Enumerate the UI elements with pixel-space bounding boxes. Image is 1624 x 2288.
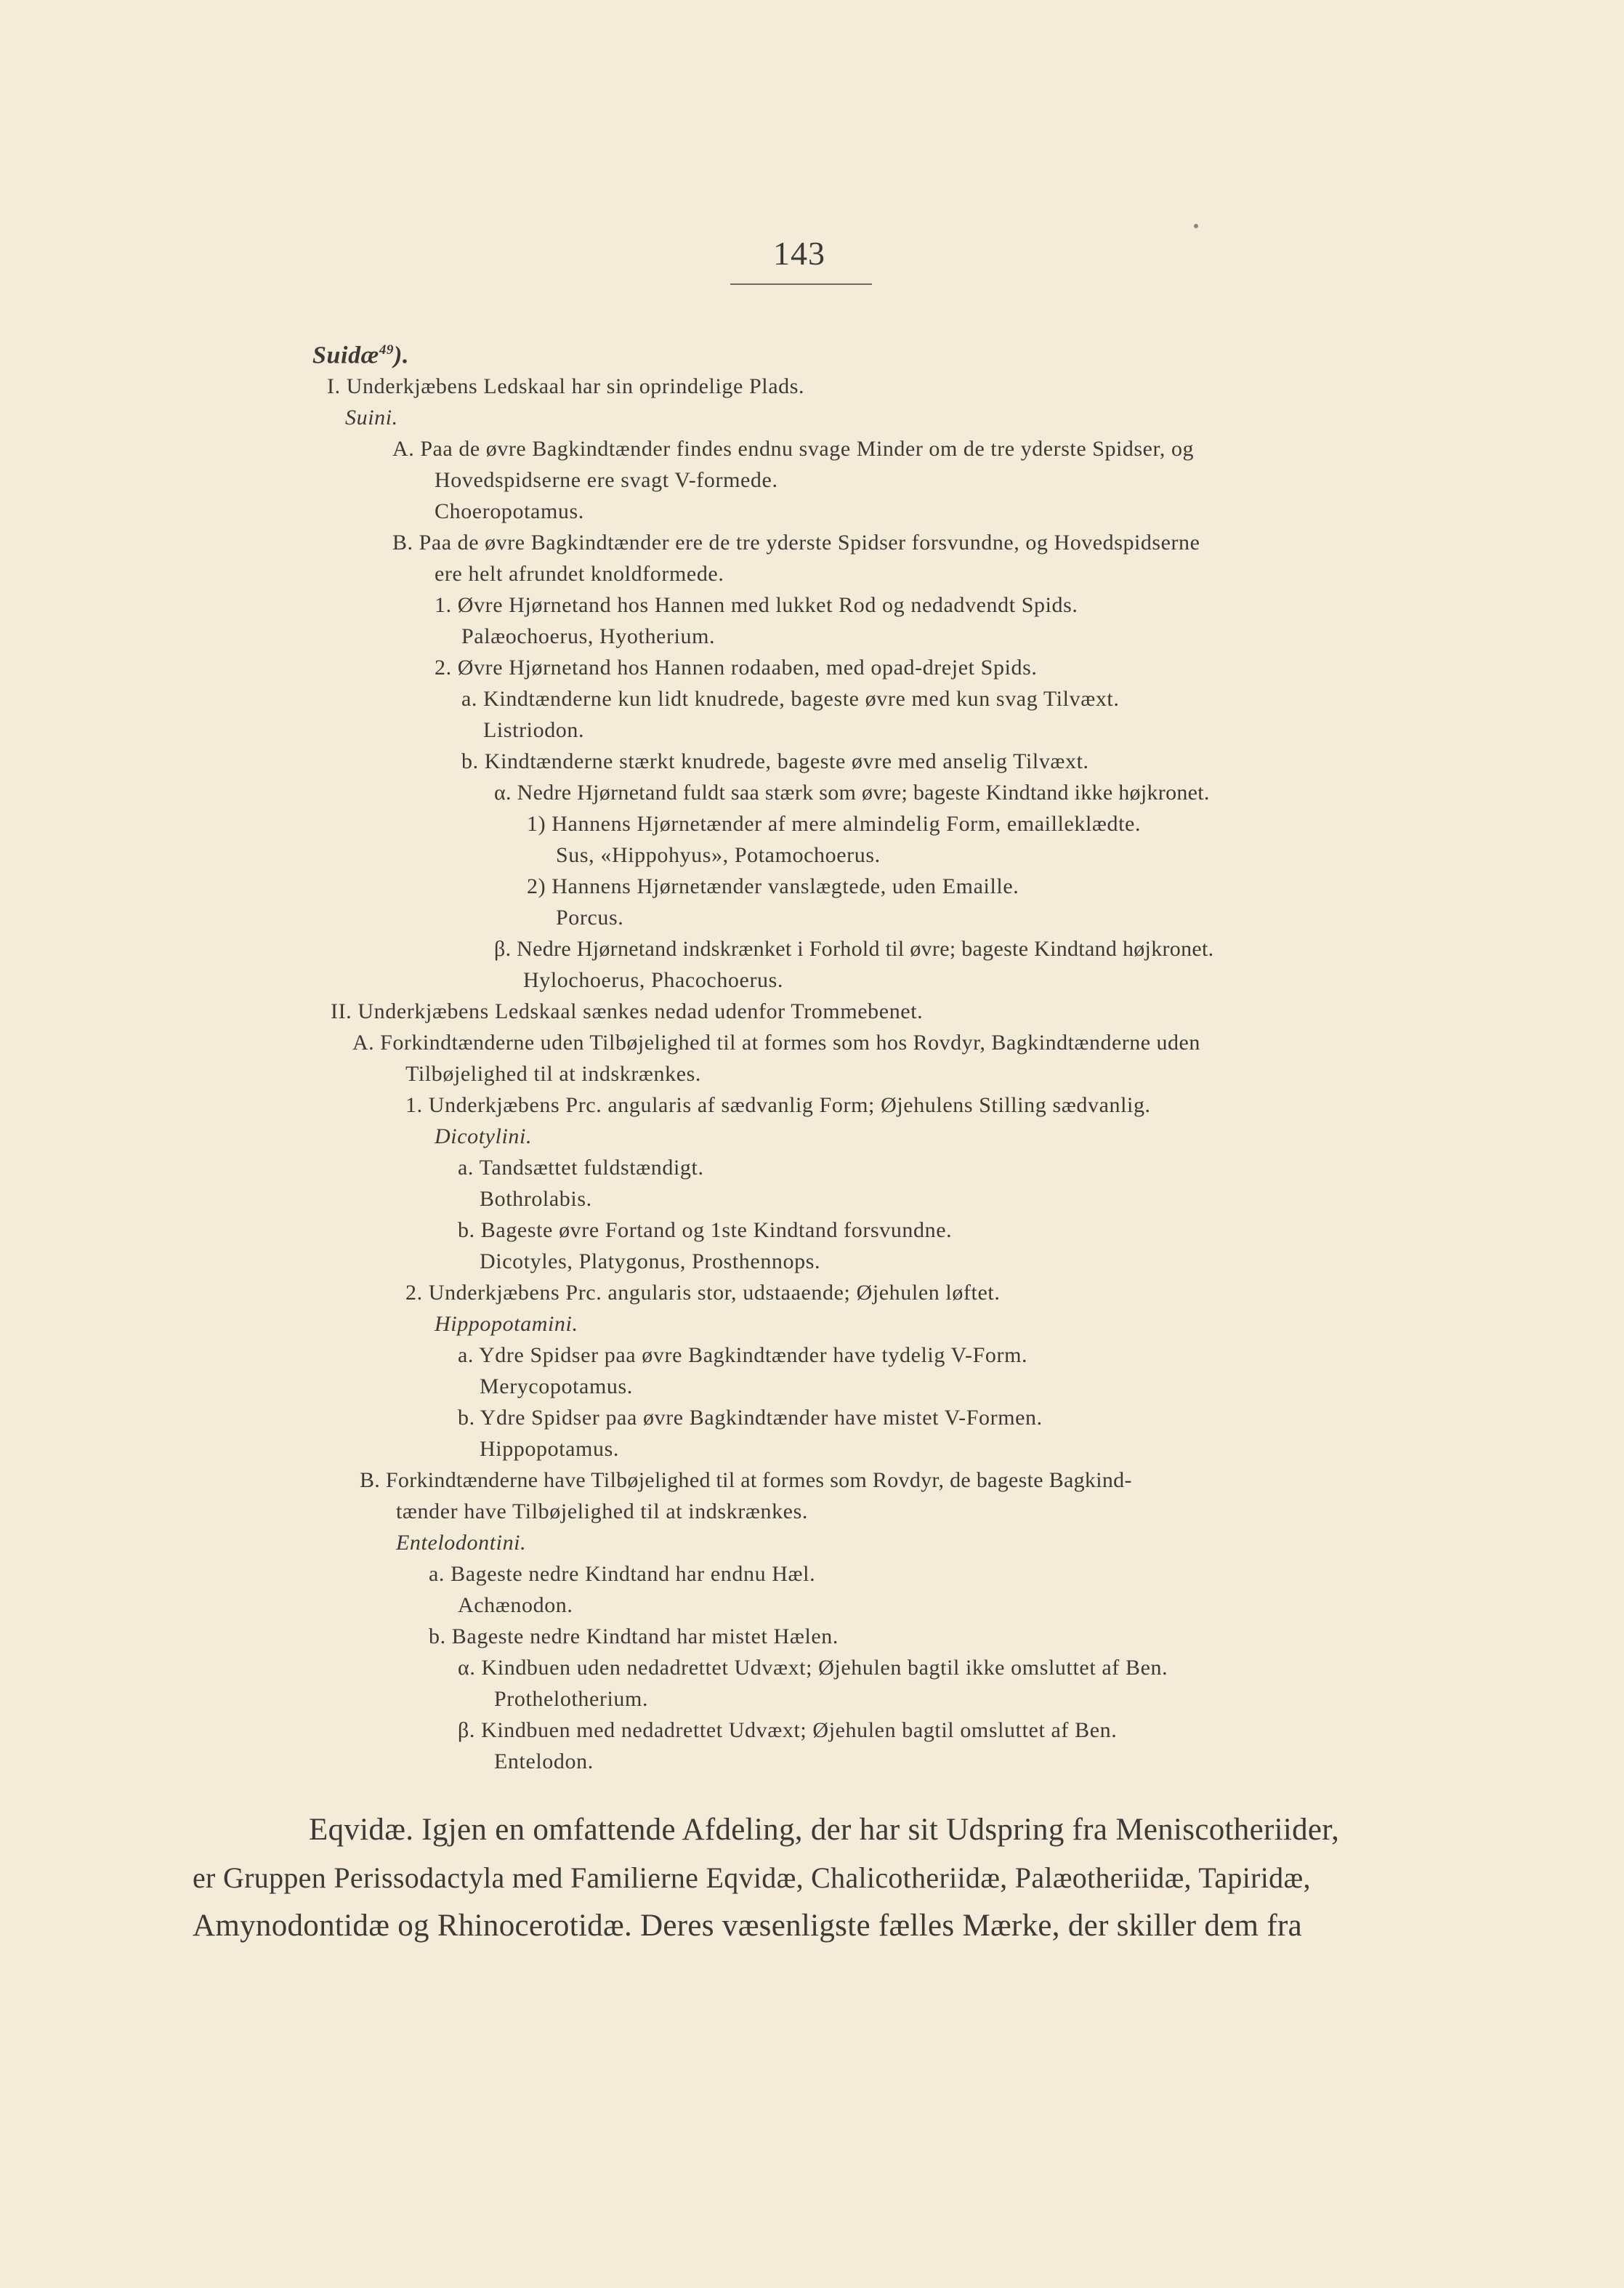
key-line: Listriodon.: [483, 718, 585, 742]
key-line: Bothrolabis.: [480, 1187, 592, 1211]
key-line: b. Bageste øvre Fortand og 1ste Kindtand forsvundne.: [458, 1218, 953, 1242]
key-line: α. Nedre Hjørnetand fuldt saa stærk som øvre; bageste Kindtand ikke højkronet.: [494, 781, 1210, 805]
key-line: B. Forkindtænderne have Tilbøjelighed til at formes som Rovdyr, de bageste Bagkind-: [360, 1468, 1132, 1492]
key-line: b. Bageste nedre Kindtand har mistet Hælen.: [429, 1624, 839, 1648]
key-line: Choeropotamus.: [435, 499, 584, 523]
family-heading-tail: ).: [394, 342, 410, 369]
key-line: β. Kindbuen med nedadrettet Udvæxt; Øjehulen bagtil omsluttet af Ben.: [458, 1718, 1118, 1742]
footnote-ref: 49: [379, 342, 395, 358]
key-line: Suini.: [345, 406, 398, 430]
paragraph-line: Eqvidæ. Igjen en omfattende Afdeling, der har sit Udspring fra Meniscotheriider,: [309, 1813, 1340, 1847]
key-line: Porcus.: [556, 906, 624, 930]
key-line: Palæochoerus, Hyotherium.: [461, 624, 716, 648]
page-number: 143: [773, 235, 825, 272]
key-line: b. Kindtænderne stærkt knudrede, bageste øvre med anselig Tilvæxt.: [461, 749, 1089, 773]
paragraph-line: er Gruppen Perissodactyla med Familierne Eqvidæ, Chalicotheriidæ, Palæotheriidæ, Tapiridæ,: [193, 1861, 1311, 1894]
key-line: 2. Underkjæbens Prc. angularis stor, udstaaende; Øjehulen løftet.: [405, 1281, 1001, 1305]
key-line: b. Ydre Spidser paa øvre Bagkindtænder have mistet V-Formen.: [458, 1406, 1043, 1430]
key-line: Achænodon.: [458, 1593, 573, 1617]
key-line: Hovedspidserne ere svagt V-formede.: [435, 468, 778, 492]
key-line: a. Tandsættet fuldstændigt.: [458, 1156, 704, 1180]
key-line: 2. Øvre Hjørnetand hos Hannen rodaaben, med opad-drejet Spids.: [435, 656, 1038, 680]
key-line: A. Forkindtænderne uden Tilbøjelighed til at formes som hos Rovdyr, Bagkindtænderne uden: [352, 1031, 1200, 1055]
key-line: Merycopotamus.: [480, 1374, 633, 1398]
key-line: Hippopotamus.: [480, 1437, 619, 1461]
key-line: Hippopotamini.: [435, 1312, 578, 1336]
key-line: a. Ydre Spidser paa øvre Bagkindtænder have tydelig V-Form.: [458, 1343, 1028, 1367]
key-line: 2) Hannens Hjørnetænder vanslægtede, uden Emaille.: [527, 874, 1019, 898]
family-heading-name: Suidæ: [312, 342, 379, 369]
key-line: Dicotylini.: [435, 1124, 533, 1148]
key-line: Dicotyles, Platygonus, Prosthennops.: [480, 1249, 821, 1273]
key-line: I. Underkjæbens Ledskaal har sin oprindelige Plads.: [327, 374, 805, 398]
paragraph-line: Amynodontidæ og Rhinocerotidæ. Deres væsenligste fælles Mærke, der skiller dem fra: [193, 1909, 1302, 1943]
key-line: a. Kindtænderne kun lidt knudrede, bageste øvre med kun svag Tilvæxt.: [461, 687, 1120, 711]
key-line: β. Nedre Hjørnetand indskrænket i Forhold til øvre; bageste Kindtand højkronet.: [494, 937, 1214, 961]
key-line: Hylochoerus, Phacochoerus.: [523, 968, 784, 992]
key-line: Entelodontini.: [396, 1531, 527, 1555]
key-line: A. Paa de øvre Bagkindtænder findes endnu svage Minder om de tre yderste Spidser, og: [392, 437, 1195, 461]
key-line: Tilbøjelighed til at indskrænkes.: [405, 1062, 702, 1086]
key-line: a. Bageste nedre Kindtand har endnu Hæl.: [429, 1562, 816, 1586]
key-line: Sus, «Hippohyus», Potamochoerus.: [556, 843, 881, 867]
key-line: 1. Øvre Hjørnetand hos Hannen med lukket Rod og nedadvendt Spids.: [435, 593, 1078, 617]
key-line: 1. Underkjæbens Prc. angularis af sædvanlig Form; Øjehulens Stilling sædvanlig.: [405, 1093, 1151, 1117]
key-line: 1) Hannens Hjørnetænder af mere almindelig Form, emailleklædte.: [527, 812, 1142, 836]
key-line: ere helt afrundet knoldformede.: [435, 562, 724, 586]
key-line: Prothelotherium.: [494, 1687, 649, 1711]
key-line: Entelodon.: [494, 1749, 594, 1773]
key-line: α. Kindbuen uden nedadrettet Udvæxt; Øjehulen bagtil ikke omsluttet af Ben.: [458, 1656, 1168, 1680]
key-line: B. Paa de øvre Bagkindtænder ere de tre yderste Spidser forsvundne, og Hovedspidserne: [392, 531, 1200, 555]
key-line: II. Underkjæbens Ledskaal sænkes nedad udenfor Trommebenet.: [331, 999, 924, 1023]
key-line: tænder have Tilbøjelighed til at indskrænkes.: [396, 1499, 808, 1523]
